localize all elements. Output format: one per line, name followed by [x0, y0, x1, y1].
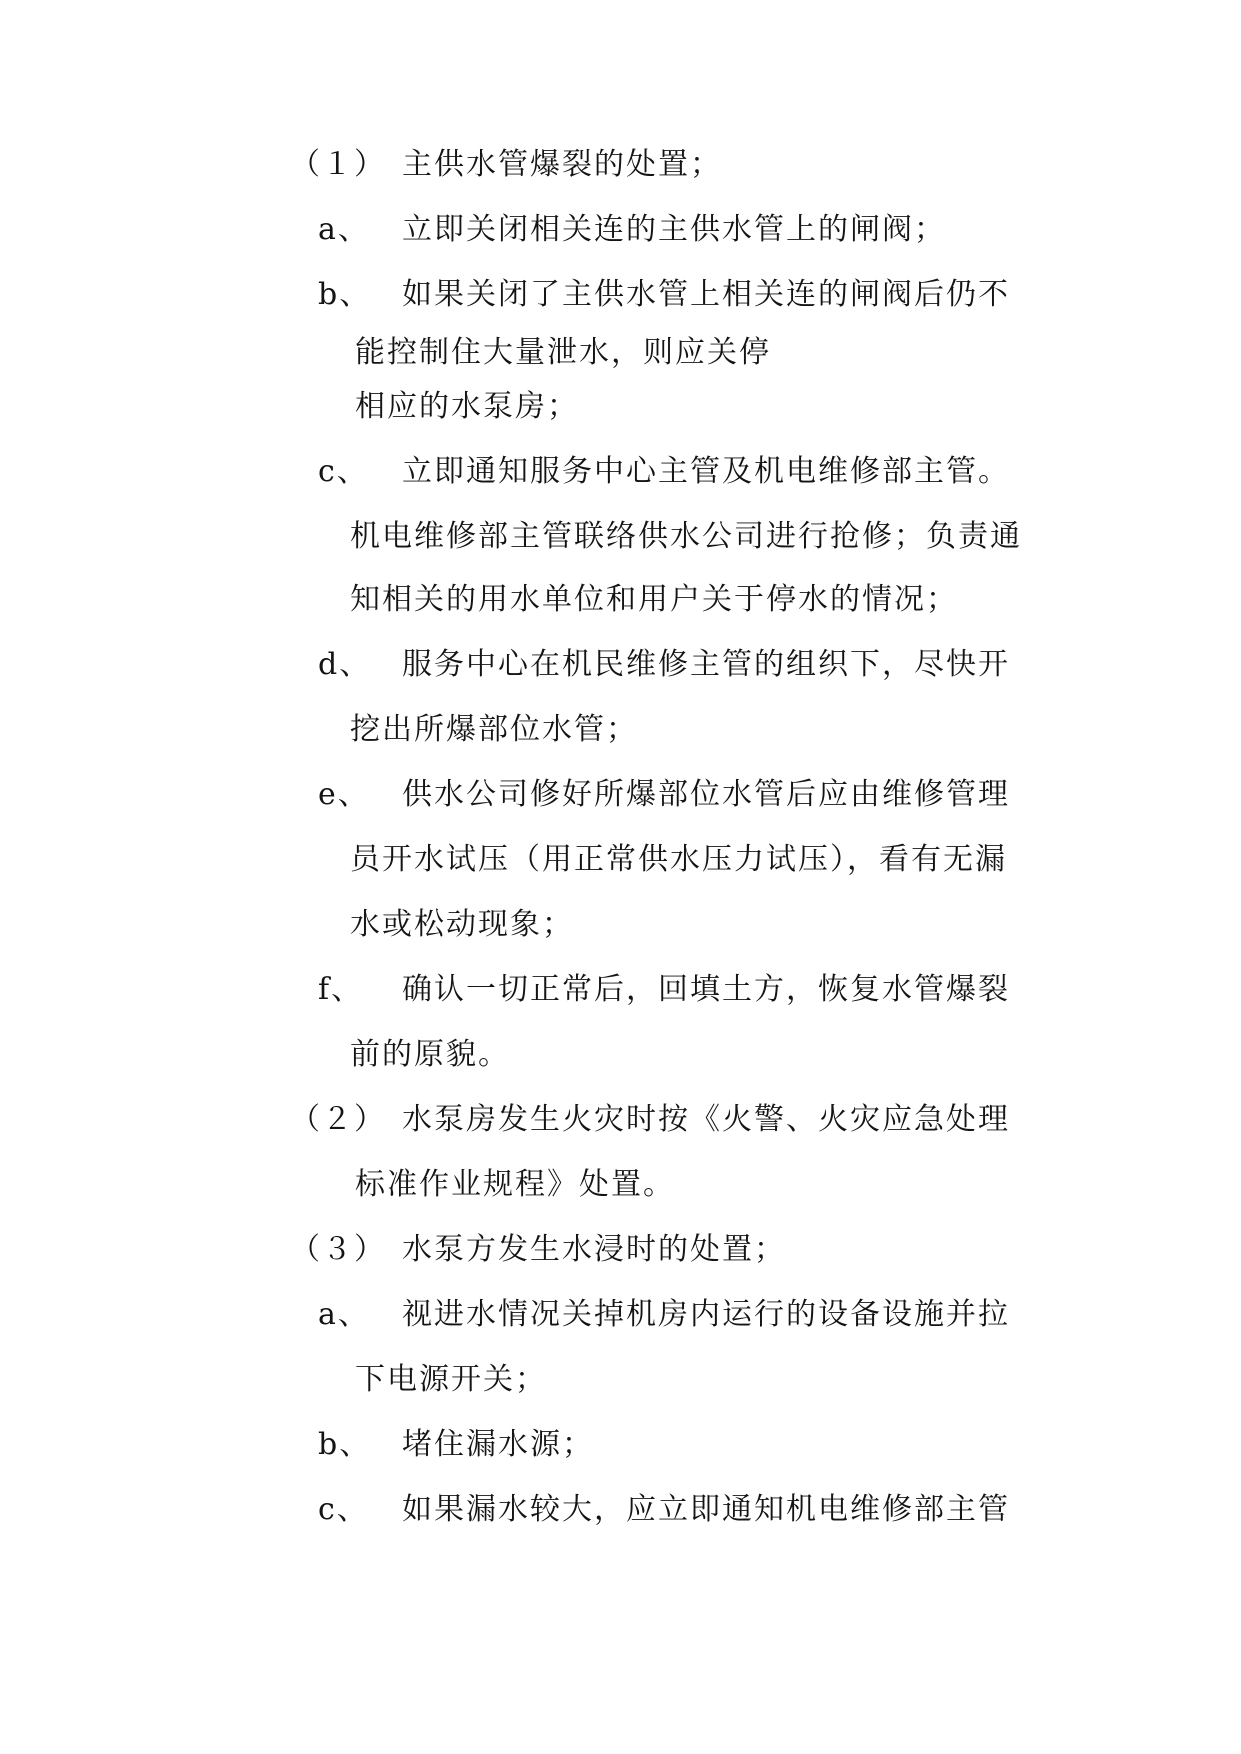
item-c-continuation-2: 知相关的用水单位和用户关于停水的情况；	[350, 582, 958, 617]
item-text: 立即通知服务中心主管及机电维修部主管。	[402, 454, 1010, 489]
item-marker: b、	[318, 1427, 372, 1462]
item-b-continuation-2: 相应的水泵房；	[355, 389, 579, 424]
section-2-marker: （２）	[290, 1102, 386, 1137]
item-c-continuation-1: 机电维修部主管联络供水公司进行抢修；负责通	[350, 519, 1022, 554]
item-marker: a、	[318, 1297, 370, 1332]
item-marker: f、	[318, 972, 364, 1007]
item-text: 堵住漏水源；	[402, 1427, 594, 1462]
item-text: 确认一切正常后，回填土方，恢复水管爆裂	[402, 972, 1010, 1007]
section-3-marker: （３）	[290, 1232, 386, 1267]
item-marker: e、	[318, 777, 370, 812]
item-text: 视进水情况关掉机房内运行的设备设施并拉	[402, 1297, 1010, 1332]
section-2-text: 水泵房发生火灾时按《火警、火灾应急处理	[402, 1102, 1010, 1137]
item-marker: a、	[318, 212, 370, 247]
item-b-continuation-1: 能控制住大量泄水，则应关停	[355, 335, 771, 370]
item-f-continuation-1: 前的原貌。	[350, 1037, 510, 1072]
item-text: 服务中心在机民维修主管的组织下，尽快开	[402, 647, 1010, 682]
item-d-continuation-1: 挖出所爆部位水管；	[350, 712, 638, 747]
item-marker: b、	[318, 277, 372, 312]
item-e-continuation-2: 水或松动现象；	[350, 907, 574, 942]
section-2-continuation: 标准作业规程》处置。	[355, 1167, 675, 1202]
item-marker: d、	[318, 647, 372, 682]
section-1-marker: （１）	[290, 147, 386, 182]
item-marker: c、	[318, 1492, 369, 1527]
section-3-title: 水泵方发生水浸时的处置；	[402, 1232, 786, 1267]
section-3-item-a-continuation: 下电源开关；	[355, 1362, 547, 1397]
section-1-title: 主供水管爆裂的处置；	[402, 147, 722, 182]
item-marker: c、	[318, 454, 369, 489]
item-e-continuation-1: 员开水试压（用正常供水压力试压），看有无漏	[350, 842, 1007, 877]
item-text: 供水公司修好所爆部位水管后应由维修管理	[402, 777, 1010, 812]
item-text: 立即关闭相关连的主供水管上的闸阀；	[402, 212, 946, 247]
item-text: 如果漏水较大，应立即通知机电维修部主管	[402, 1492, 1010, 1527]
item-text: 如果关闭了主供水管上相关连的闸阀后仍不	[402, 277, 1010, 312]
